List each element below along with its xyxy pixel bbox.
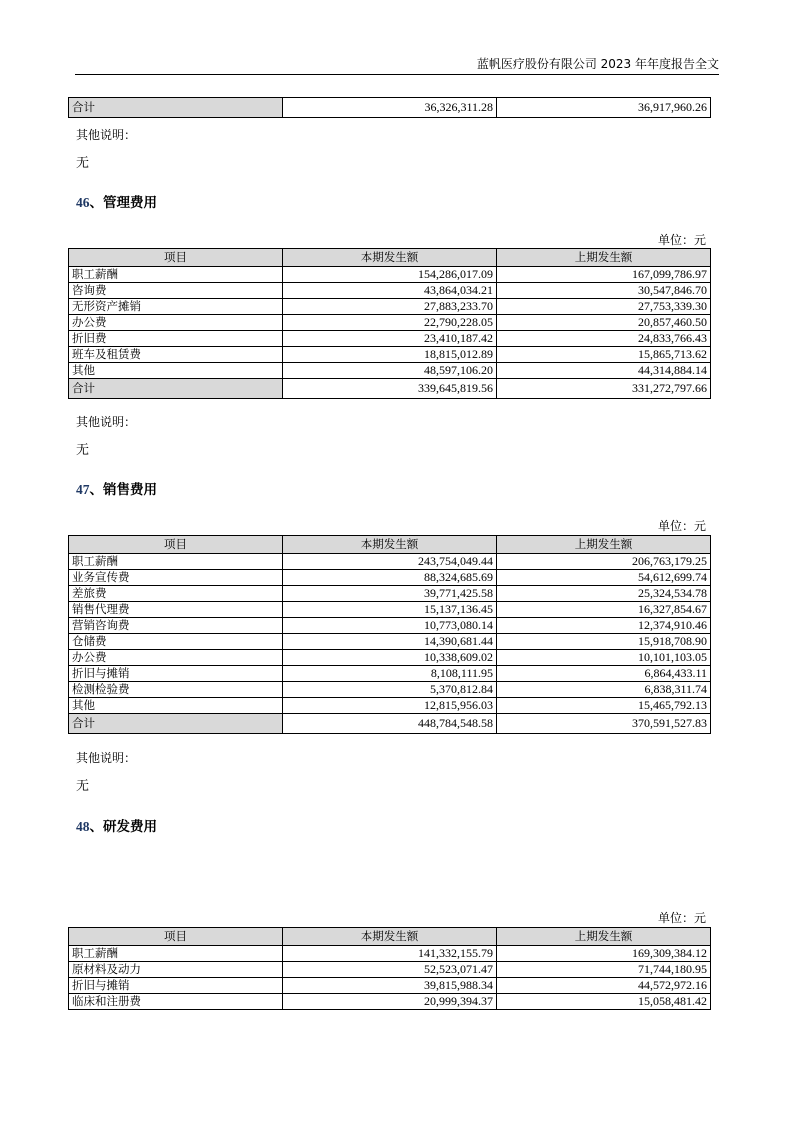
table-row: [69, 946, 711, 962]
selling-expense-table: [68, 535, 711, 734]
note-none: 无: [76, 779, 90, 794]
cell-previous: 331,272,797.66: [497, 379, 711, 399]
table-row: [69, 634, 711, 650]
table-row: [69, 299, 711, 315]
cell-current: 448,784,548.58: [283, 714, 497, 734]
cell-current: 52,523,071.47: [283, 962, 497, 978]
cell-current: 339,645,819.56: [283, 379, 497, 399]
col-current: 本期发生额: [283, 928, 497, 946]
cell-previous: 169,309,384.12: [497, 946, 711, 962]
note-none: 无: [76, 443, 90, 458]
cell-previous: 20,857,460.50: [497, 315, 711, 331]
table-row: [69, 267, 711, 283]
cell-item: 仓储费: [69, 634, 283, 650]
table-row: [69, 283, 711, 299]
table-header: [69, 249, 711, 267]
table-row-total: [69, 379, 711, 399]
cell-current: 27,883,233.70: [283, 299, 497, 315]
cell-item: 原材料及动力: [69, 962, 283, 978]
cell-item: 销售代理费: [69, 602, 283, 618]
cell-previous: 44,314,884.14: [497, 363, 711, 379]
table-row: [69, 586, 711, 602]
cell-current: 39,771,425.58: [283, 586, 497, 602]
cell-current: 141,332,155.79: [283, 946, 497, 962]
cell-previous: 167,099,786.97: [497, 267, 711, 283]
section-number: 46: [76, 195, 90, 210]
cell-previous: 370,591,527.83: [497, 714, 711, 734]
cell-current: 5,370,812.84: [283, 682, 497, 698]
note-label: 其他说明：: [76, 128, 137, 142]
cell-item: 合计: [69, 714, 283, 734]
table-row: [69, 570, 711, 586]
section-48-title: [76, 815, 157, 835]
table-row-total: [69, 98, 711, 118]
table-header: [69, 928, 711, 946]
note-none: 无: [76, 156, 90, 171]
cell-current: 10,338,609.02: [283, 650, 497, 666]
cell-current: 20,999,394.37: [283, 994, 497, 1010]
cell-previous: 15,865,713.62: [497, 347, 711, 363]
col-previous: 上期发生额: [497, 249, 711, 267]
cell-current: 154,286,017.09: [283, 267, 497, 283]
cell-current: 88,324,685.69: [283, 570, 497, 586]
cell-previous: 15,918,708.90: [497, 634, 711, 650]
cell-previous: 206,763,179.25: [497, 554, 711, 570]
cell-item: 其他: [69, 698, 283, 714]
col-item: 项目: [69, 928, 283, 946]
table-row: [69, 315, 711, 331]
cell-item: 无形资产摊销: [69, 299, 283, 315]
section-46-title: [76, 191, 157, 211]
total-previous: 36,917,960.26: [497, 98, 711, 118]
rd-expense-table: [68, 927, 711, 1010]
unit-label: 单位：元: [657, 911, 706, 925]
total-label: 合计: [69, 98, 283, 118]
cell-previous: 30,547,846.70: [497, 283, 711, 299]
col-item: 项目: [69, 249, 283, 267]
unit-label: 单位：元: [657, 233, 706, 247]
col-previous: 上期发生额: [497, 928, 711, 946]
cell-current: 12,815,956.03: [283, 698, 497, 714]
cell-item: 检测检验费: [69, 682, 283, 698]
cell-previous: 71,744,180.95: [497, 962, 711, 978]
col-item: 项目: [69, 536, 283, 554]
cell-item: 职工薪酬: [69, 554, 283, 570]
cell-item: 临床和注册费: [69, 994, 283, 1010]
cell-current: 18,815,012.89: [283, 347, 497, 363]
table-row: [69, 554, 711, 570]
cell-previous: 24,833,766.43: [497, 331, 711, 347]
table-row: [69, 962, 711, 978]
table-row-total: [69, 714, 711, 734]
table-row: [69, 994, 711, 1010]
section-title-text: 、销售费用: [89, 482, 157, 498]
col-previous: 上期发生额: [497, 536, 711, 554]
page-header: 蓝帆医疗股份有限公司 2023 年年度报告全文: [75, 56, 719, 75]
col-current: 本期发生额: [283, 536, 497, 554]
cell-current: 23,410,187.42: [283, 331, 497, 347]
cell-current: 243,754,049.44: [283, 554, 497, 570]
unit-label: 单位：元: [657, 519, 706, 533]
cell-item: 折旧与摊销: [69, 666, 283, 682]
cell-previous: 12,374,910.46: [497, 618, 711, 634]
cell-item: 职工薪酬: [69, 946, 283, 962]
cell-previous: 16,327,854.67: [497, 602, 711, 618]
cell-current: 22,790,228.05: [283, 315, 497, 331]
note-label: 其他说明：: [76, 415, 137, 429]
note-label: 其他说明：: [76, 751, 137, 765]
cell-current: 8,108,111.95: [283, 666, 497, 682]
table-row: [69, 682, 711, 698]
cell-previous: 15,058,481.42: [497, 994, 711, 1010]
table-row: [69, 978, 711, 994]
cell-item: 折旧费: [69, 331, 283, 347]
cell-item: 业务宣传费: [69, 570, 283, 586]
cell-previous: 10,101,103.05: [497, 650, 711, 666]
table-row: [69, 363, 711, 379]
cell-previous: 15,465,792.13: [497, 698, 711, 714]
section-47-title: [76, 478, 157, 498]
admin-expense-table: [68, 248, 711, 399]
section-number: 47: [76, 482, 90, 497]
cell-item: 办公费: [69, 650, 283, 666]
table-row: [69, 618, 711, 634]
cell-previous: 25,324,534.78: [497, 586, 711, 602]
cell-previous: 6,838,311.74: [497, 682, 711, 698]
cell-item: 班车及租赁费: [69, 347, 283, 363]
table-row: [69, 698, 711, 714]
cell-current: 39,815,988.34: [283, 978, 497, 994]
cell-item: 折旧与摊销: [69, 978, 283, 994]
cell-current: 14,390,681.44: [283, 634, 497, 650]
section-number: 48: [76, 819, 90, 834]
cell-item: 咨询费: [69, 283, 283, 299]
cell-item: 营销咨询费: [69, 618, 283, 634]
cell-item: 其他: [69, 363, 283, 379]
cell-item: 差旅费: [69, 586, 283, 602]
cell-previous: 27,753,339.30: [497, 299, 711, 315]
table-row: [69, 666, 711, 682]
cell-item: 合计: [69, 379, 283, 399]
total-current: 36,326,311.28: [283, 98, 497, 118]
table-row: [69, 602, 711, 618]
table-row: [69, 650, 711, 666]
cell-current: 48,597,106.20: [283, 363, 497, 379]
cell-item: 职工薪酬: [69, 267, 283, 283]
cell-previous: 6,864,433.11: [497, 666, 711, 682]
prev-table-total: [68, 97, 711, 118]
table-header: [69, 536, 711, 554]
cell-current: 43,864,034.21: [283, 283, 497, 299]
col-current: 本期发生额: [283, 249, 497, 267]
cell-current: 15,137,136.45: [283, 602, 497, 618]
cell-previous: 54,612,699.74: [497, 570, 711, 586]
table-row: [69, 331, 711, 347]
section-title-text: 、管理费用: [89, 195, 157, 211]
table-row: [69, 347, 711, 363]
section-title-text: 、研发费用: [89, 819, 157, 835]
cell-current: 10,773,080.14: [283, 618, 497, 634]
cell-item: 办公费: [69, 315, 283, 331]
cell-previous: 44,572,972.16: [497, 978, 711, 994]
